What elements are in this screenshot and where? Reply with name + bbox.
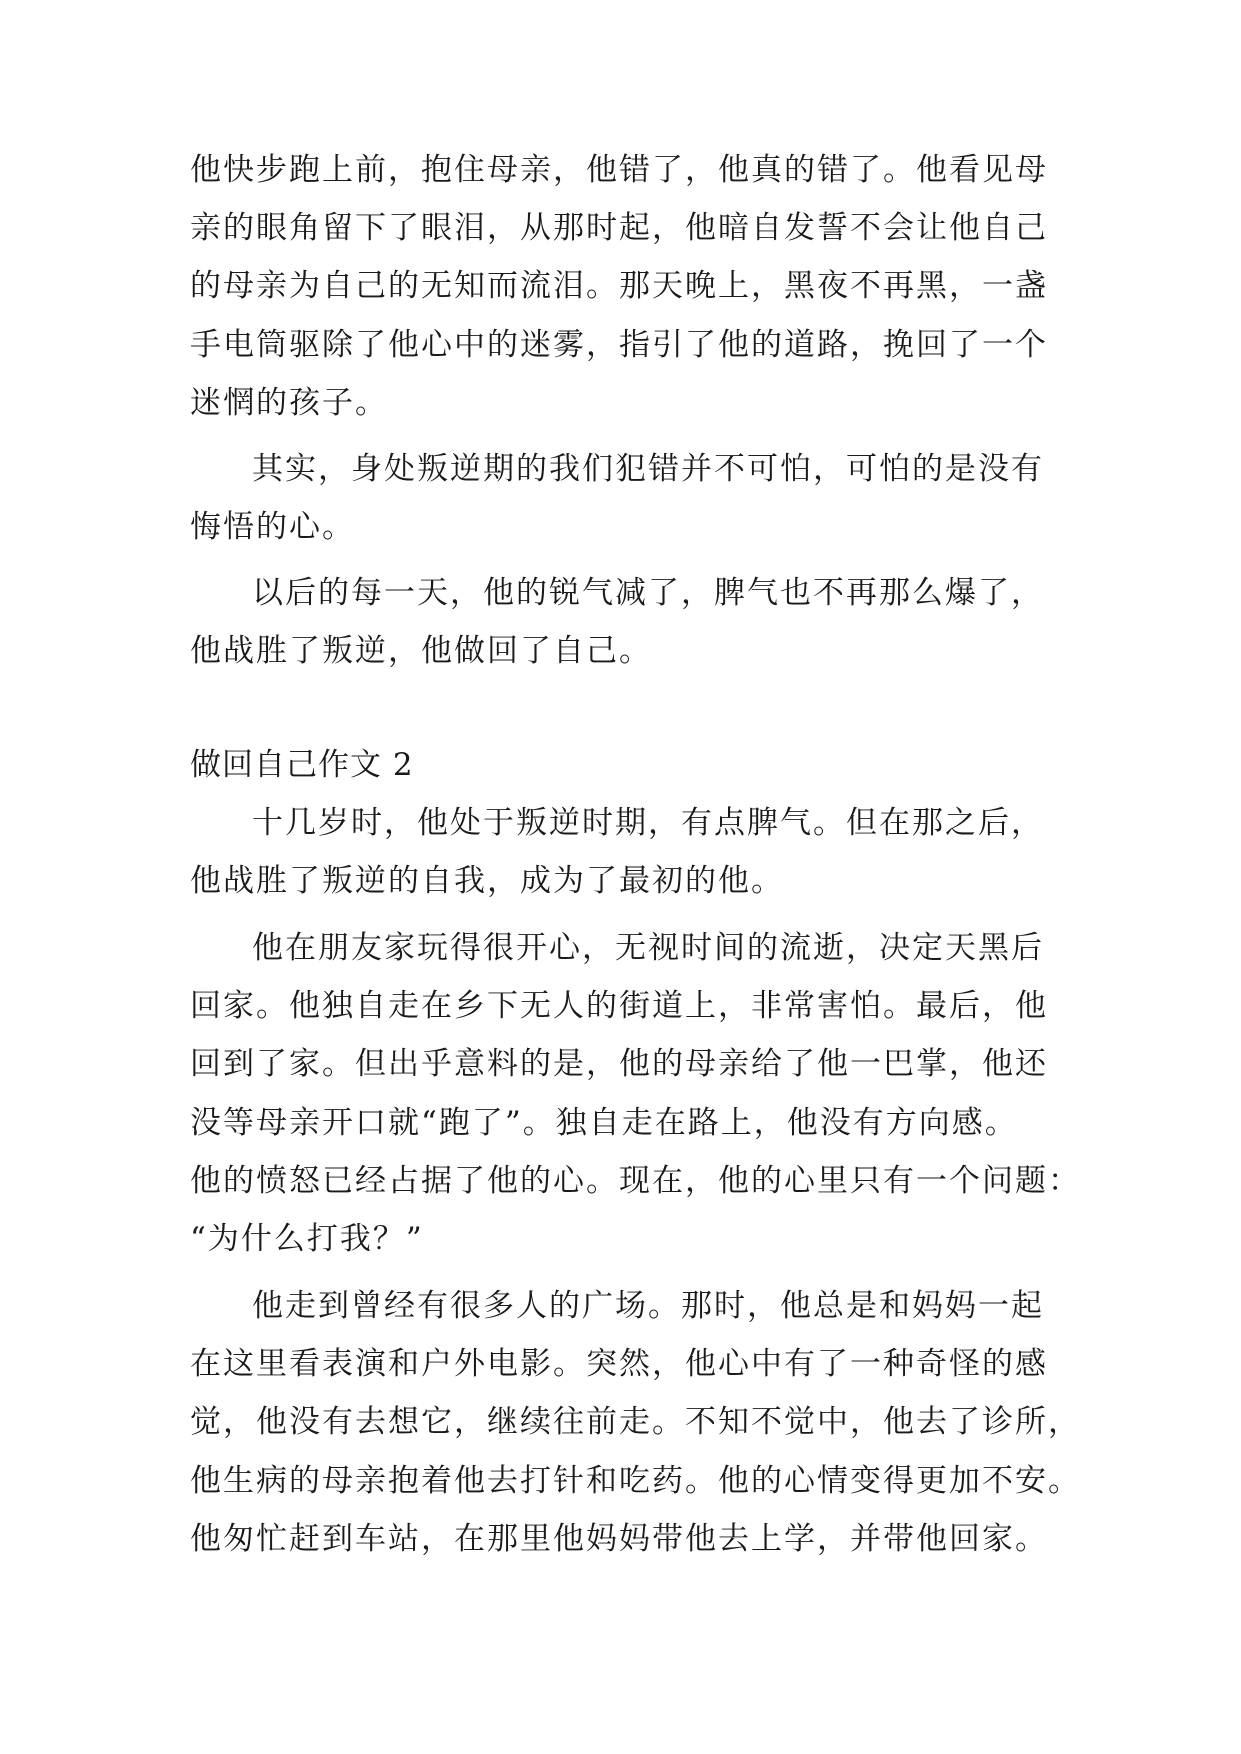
text-line: 其实，身处叛逆期的我们犯错并不可怕，可怕的是没有: [252, 451, 1044, 487]
text-line: 没等母亲开口就“跑了”。独自走在路上，他没有方向感。: [190, 1105, 1018, 1141]
text-line: 回家。他独自走在乡下无人的街道上，非常害怕。最后，他: [190, 988, 1048, 1024]
text-line: 悔悟的心。: [190, 509, 355, 545]
text-line: 觉，他没有去想它，继续往前走。不知不觉中，他去了诊所，: [190, 1404, 1081, 1440]
text-line: 以后的每一天，他的锐气减了，脾气也不再那么爆了，: [252, 575, 1044, 611]
text-line: 迷惘的孩子。: [190, 385, 388, 421]
text-line: 在这里看表演和户外电影。突然，他心中有了一种奇怪的感: [190, 1346, 1048, 1382]
text-line: 手电筒驱除了他心中的迷雾，指引了他的道路，挽回了一个: [190, 327, 1048, 363]
text-line: “为什么打我？”: [190, 1221, 424, 1257]
text-line: 十几岁时，他处于叛逆时期，有点脾气。但在那之后，: [252, 805, 1044, 841]
text-line: 他在朋友家玩得很开心，无视时间的流逝，决定天黑后: [252, 930, 1044, 966]
text-line: 他战胜了叛逆的自我，成为了最初的他。: [190, 863, 784, 899]
text-line: 回到了家。但出乎意料的是，他的母亲给了他一巴掌，他还: [190, 1046, 1048, 1082]
text-line: 他战胜了叛逆，他做回了自己。: [190, 633, 652, 669]
text-line: 他快步跑上前，抱住母亲，他错了，他真的错了。他看见母: [190, 152, 1048, 188]
text-line: 的母亲为自己的无知而流泪。那天晚上，黑夜不再黑，一盏: [190, 268, 1048, 304]
text-line: 他走到曾经有很多人的广场。那时，他总是和妈妈一起: [252, 1288, 1044, 1324]
section-heading: 做回自己作文 2: [190, 747, 414, 783]
text-line: 他匆忙赶到车站，在那里他妈妈带他去上学，并带他回家。: [190, 1521, 1048, 1557]
text-line: 他的愤怒已经占据了他的心。现在，他的心里只有一个问题：: [190, 1163, 1081, 1199]
text-line: 他生病的母亲抱着他去打针和吃药。他的心情变得更加不安。: [190, 1463, 1081, 1499]
text-line: 亲的眼角留下了眼泪，从那时起，他暗自发誓不会让他自己: [190, 210, 1048, 246]
